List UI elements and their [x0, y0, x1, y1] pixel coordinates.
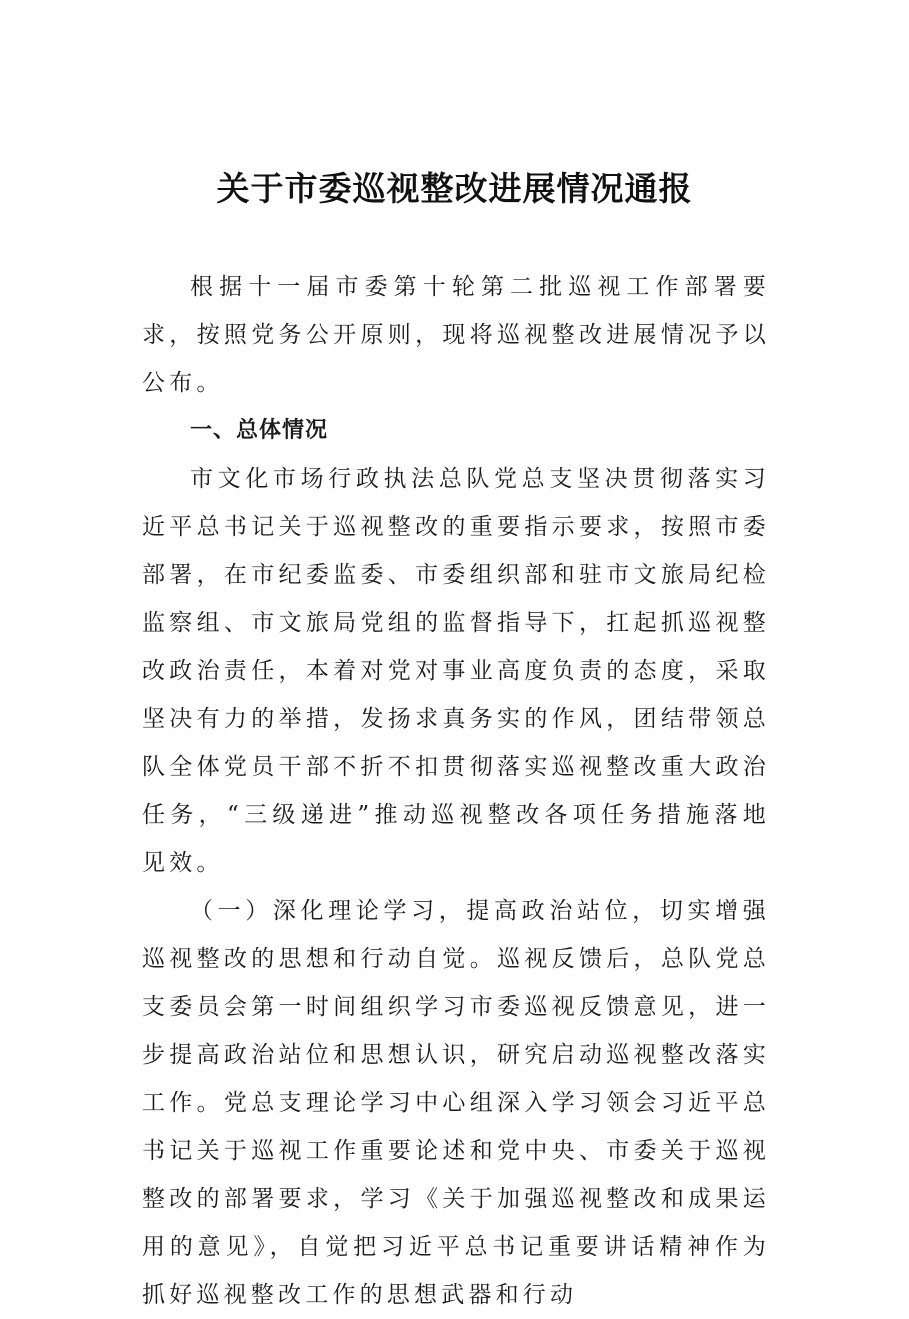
document-title: 关于市委巡视整改进展情况通报	[216, 169, 693, 208]
subsection-paragraph-theory-study: （一）深化理论学习，提高政治站位，切实增强巡视整改的思想和行动自觉。巡视反馈后，总队党总支委员会第一时间组织学习市委巡视反馈意见，进一步提高政治站位和思想认识，研究启动巡视整改落实工作。党总支理论学习中心组深入学习领会习近平总书记关于巡视工作重要论述和党中央、市委关于巡视整改的部署要求，学习《关于加强巡视整改和成果运用的意见》，自觉把习近平总书记重要讲话精神作为抓好巡视整改工作的思想武器和行动	[142, 898, 770, 1308]
intro-paragraph: 根据十一届市委第十轮第二批巡视工作部署要求，按照党务公开原则，现将巡视整改进展情况予以公布。	[142, 274, 770, 396]
document-body	[142, 263, 770, 1319]
overall-paragraph: 市文化市场行政执法总队党总支坚决贯彻落实习近平总书记关于巡视整改的重要指示要求，按照市委部署，在市纪委监委、市委组织部和驻市文旅局纪检监察组、市文旅局党组的监督指导下，扛起抓巡视整改政治责任，本着对党对事业高度负责的态度，采取坚决有力的举措，发扬求真务实的作风，团结带领总队全体党员干部不折不扣贯彻落实巡视整改重大政治任务，“三级递进”推动巡视整改各项任务措施落地见效。	[142, 466, 770, 876]
section-heading-overall: 一、总体情况	[190, 418, 329, 443]
